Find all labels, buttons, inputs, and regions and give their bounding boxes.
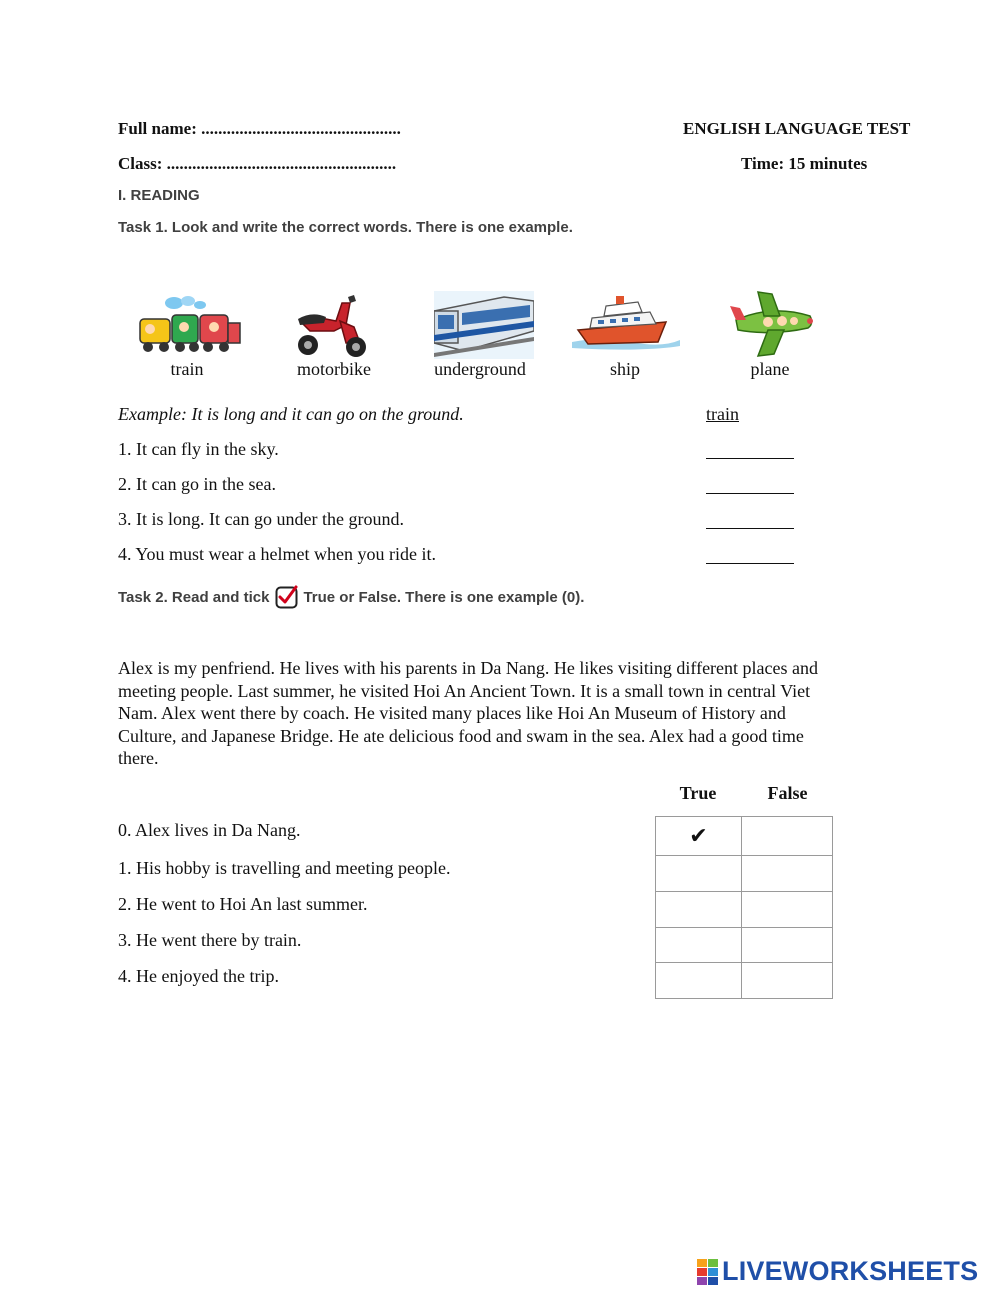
- task1-answer-3-blank[interactable]: [706, 512, 794, 529]
- vehicle-label-train: train: [170, 359, 204, 379]
- tf-cell-3-true[interactable]: [656, 928, 742, 963]
- task2-statement-0: 0. Alex lives in Da Nang.: [118, 820, 301, 840]
- train-icon: [136, 293, 244, 357]
- tf-cell-1-true[interactable]: [656, 856, 742, 892]
- task2-title-after: True or False. There is one example (0).: [303, 588, 585, 606]
- test-title: ENGLISH LANGUAGE TEST: [683, 119, 911, 138]
- underground-icon: [434, 291, 534, 359]
- task2-statement-1: 1. His hobby is travelling and meeting people.: [118, 858, 451, 878]
- task1-question-3: 3. It is long. It can go under the ground.: [118, 509, 404, 529]
- time-label: Time: 15 minutes: [741, 154, 868, 173]
- tf-cell-4-false[interactable]: [742, 963, 833, 999]
- task2-passage: Alex is my penfriend. He lives with his parents in Da Nang. He likes visiting different places and meeting people. Last summer, he visited Hoi An Ancient Town. It is a small town in central Viet Nam. Alex went there by coach. He visited many places like Hoi An Museum of History and Culture, and Japanese Bridge. He ate delicious food and swam in the sea. Alex had a good time there.: [118, 658, 819, 769]
- task2-statement-4: 4. He enjoyed the trip.: [118, 966, 279, 986]
- task2-statement-2: 2. He went to Hoi An last summer.: [118, 894, 368, 914]
- task1-answer-1-blank[interactable]: [706, 442, 794, 459]
- task1-title: Task 1. Look and write the correct words. There is one example.: [118, 219, 573, 236]
- plane-icon: [728, 290, 816, 360]
- task1-example: Example: It is long and it can go on the ground.: [118, 404, 464, 424]
- full-name-field: Full name: ...............................................: [118, 119, 401, 138]
- task2-title-before: Task 2. Read and tick: [118, 588, 270, 606]
- tf-cell-2-false[interactable]: [742, 892, 833, 928]
- task1-question-4: 4. You must wear a helmet when you ride it.: [118, 544, 436, 564]
- tf-cell-0-false[interactable]: [742, 817, 833, 856]
- ship-icon: [572, 296, 680, 354]
- example-tick-mark: ✔: [689, 823, 708, 848]
- task1-answer-4-blank[interactable]: [706, 547, 794, 564]
- liveworksheets-logo: [697, 1256, 978, 1287]
- motorbike-icon: [290, 291, 372, 359]
- vehicle-label-underground: underground: [434, 359, 526, 379]
- task1-answer-2-blank[interactable]: [706, 477, 794, 494]
- class-field: Class: ......................................................: [118, 154, 397, 173]
- liveworksheets-logo-text: LIVEWORKSHEETS: [722, 1256, 979, 1286]
- task2-statement-3: 3. He went there by train.: [118, 930, 302, 950]
- col-false-header: False: [767, 783, 808, 803]
- task1-question-1: 1. It can fly in the sky.: [118, 439, 279, 459]
- vehicle-label-plane: plane: [750, 359, 790, 379]
- section-reading-heading: I. READING: [118, 187, 200, 204]
- tf-cell-3-false[interactable]: [742, 928, 833, 963]
- vehicle-label-ship: ship: [609, 359, 640, 379]
- true-false-table: [655, 816, 833, 999]
- task1-question-2: 2. It can go in the sea.: [118, 474, 276, 494]
- checkbox-tick-icon: [275, 585, 299, 609]
- liveworksheets-logo-icon: [697, 1259, 719, 1285]
- task2-title: [118, 585, 584, 609]
- col-true-header: True: [679, 783, 717, 803]
- tf-cell-1-false[interactable]: [742, 856, 833, 892]
- vehicle-label-motorbike: motorbike: [297, 359, 371, 379]
- tf-cell-2-true[interactable]: [656, 892, 742, 928]
- tf-cell-0-true[interactable]: [656, 817, 742, 856]
- task1-example-answer: train: [706, 404, 739, 424]
- tf-cell-4-true[interactable]: [656, 963, 742, 999]
